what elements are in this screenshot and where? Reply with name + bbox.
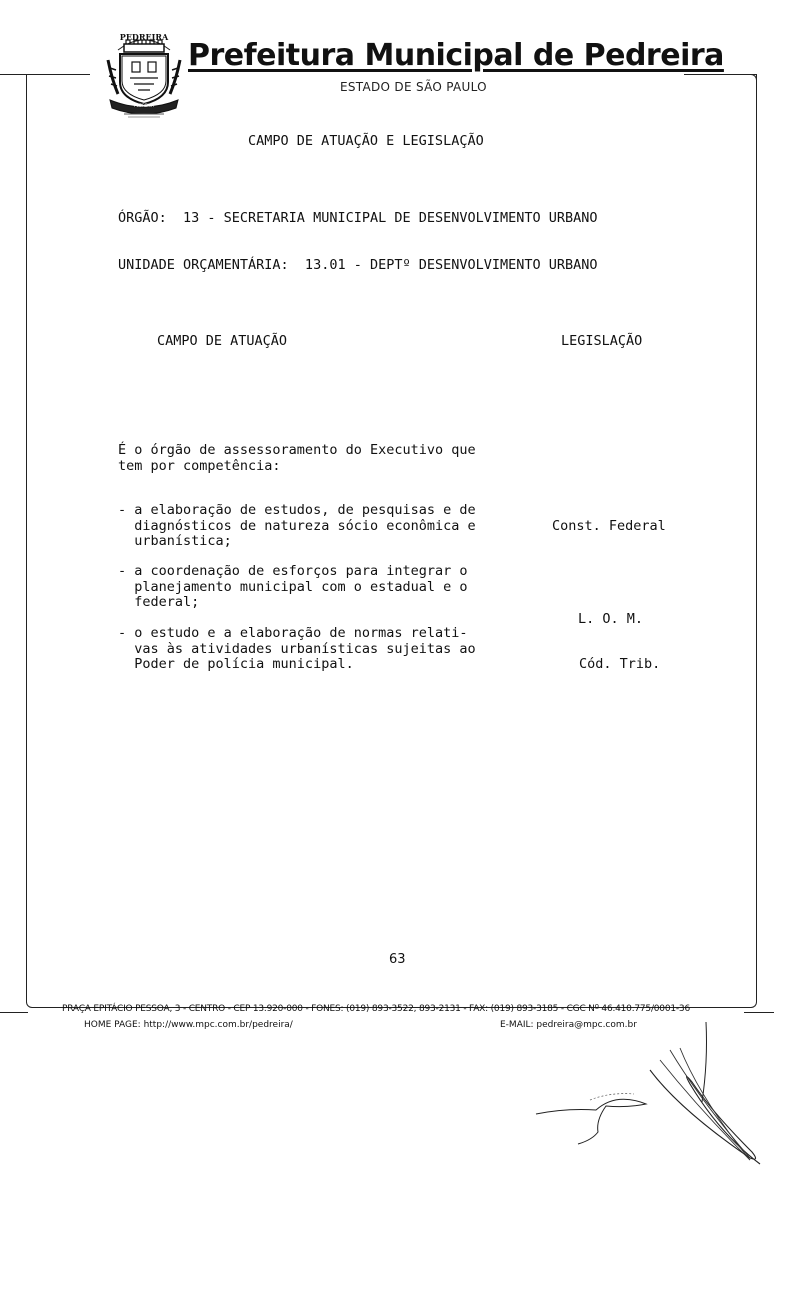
footer-homepage: HOME PAGE: http://www.mpc.com.br/pedreira/ [84, 1020, 293, 1030]
competence-item: - o estudo e a elaboração de normas relati- vas às atividades urbanísticas sujeitas ao Poder de polícia municipal. [118, 625, 476, 672]
orgao-line: ÓRGÃO: 13 - SECRETARIA MUNICIPAL DE DESENVOLVIMENTO URBANO [118, 210, 598, 226]
svg-text:PEDREIRA: PEDREIRA [119, 32, 169, 42]
document-title: CAMPO DE ATUAÇÃO E LEGISLAÇÃO [248, 133, 484, 149]
footer-email: E-MAIL: pedreira@mpc.com.br [500, 1020, 637, 1030]
signature-icon [530, 1020, 770, 1170]
competence-item: - a coordenação de esforços para integrar o planejamento municipal com o estadual e o federal; [118, 563, 468, 610]
page-number: 63 [389, 952, 406, 967]
footer-address: PRAÇA EPITÁCIO PESSOA, 3 - CENTRO - CEP 13.920-000 - FONES: (019) 893-3522, 893-2131 - FAX: (019) 893-3185 - CGC Nº 46.410.775/0001-36 [62, 1004, 690, 1014]
legislacao-item: L. O. M. [578, 611, 644, 627]
intro-paragraph: É o órgão de assessoramento do Executivo que tem por competência: [118, 442, 476, 474]
competence-item: - a elaboração de estudos, de pesquisas e de diagnósticos de natureza sócio econômica e urbanística; [118, 502, 476, 549]
frame-bottom-line-right [744, 1012, 774, 1013]
header-subtitle: ESTADO DE SÃO PAULO [340, 80, 487, 94]
header-title: Prefeitura Municipal de Pedreira [188, 38, 724, 73]
svg-text:PEDREIRA: PEDREIRA [134, 103, 154, 108]
legislacao-item: Const. Federal [552, 518, 666, 534]
legislacao-item: Cód. Trib. [579, 656, 661, 672]
frame-bottom-line-left [0, 1012, 28, 1013]
column-header-legislacao: LEGISLAÇÃO [561, 333, 643, 349]
unidade-line: UNIDADE ORÇAMENTÁRIA: 13.01 - DEPTº DESENVOLVIMENTO URBANO [118, 257, 598, 273]
municipal-crest-icon [104, 28, 184, 120]
column-header-campo: CAMPO DE ATUAÇÃO [157, 333, 288, 349]
frame-corner [740, 74, 757, 89]
